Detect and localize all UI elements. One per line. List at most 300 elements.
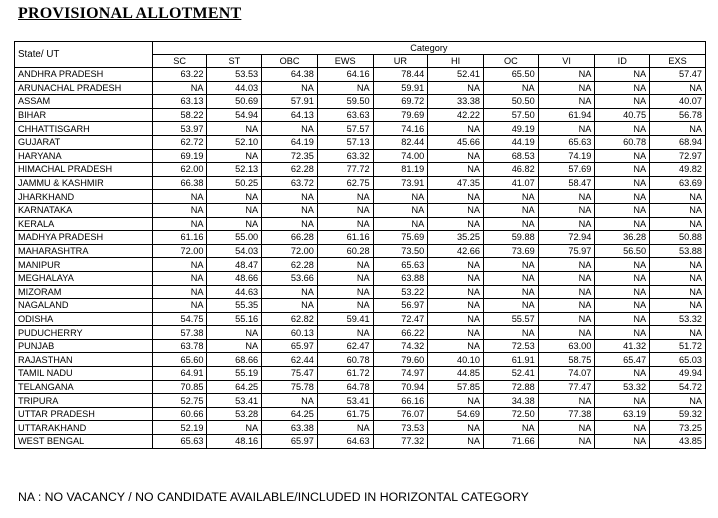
value-cell: NA [152, 258, 207, 272]
value-cell: 60.13 [262, 326, 318, 340]
value-cell: NA [207, 339, 262, 353]
value-cell: 63.72 [262, 176, 318, 190]
state-ut-header: State/ UT [15, 42, 153, 68]
state-cell: HARYANA [15, 149, 153, 163]
value-cell: NA [428, 271, 484, 285]
value-cell: NA [483, 299, 538, 313]
value-cell: NA [595, 176, 650, 190]
value-cell: 52.41 [428, 68, 484, 82]
value-cell: NA [428, 299, 484, 313]
value-cell: 55.19 [207, 367, 262, 381]
value-cell: 66.22 [373, 326, 428, 340]
value-cell: 68.53 [483, 149, 538, 163]
value-cell: 74.00 [373, 149, 428, 163]
value-cell: 50.50 [483, 95, 538, 109]
state-cell: UTTAR PRADESH [15, 407, 153, 421]
value-cell: 65.60 [152, 353, 207, 367]
value-cell: NA [538, 258, 595, 272]
allotment-table [14, 41, 706, 449]
value-cell: 64.25 [262, 407, 318, 421]
value-cell: 54.69 [428, 407, 484, 421]
value-cell: NA [595, 81, 650, 95]
value-cell: 63.22 [152, 68, 207, 82]
value-cell: NA [428, 421, 484, 435]
value-cell: 62.75 [317, 176, 373, 190]
value-cell: NA [538, 285, 595, 299]
value-cell: NA [650, 217, 706, 231]
value-cell: 64.19 [262, 135, 318, 149]
value-cell: 57.57 [317, 122, 373, 136]
value-cell: NA [483, 258, 538, 272]
value-cell: NA [595, 421, 650, 435]
value-cell: NA [262, 217, 318, 231]
value-cell: NA [373, 217, 428, 231]
value-cell: 53.32 [650, 312, 706, 326]
state-cell: ASSAM [15, 95, 153, 109]
value-cell: 50.69 [207, 95, 262, 109]
state-cell: CHHATTISGARH [15, 122, 153, 136]
value-cell: 63.88 [373, 271, 428, 285]
value-cell: 48.16 [207, 435, 262, 449]
value-cell: 63.32 [317, 149, 373, 163]
value-cell: NA [650, 299, 706, 313]
value-cell: NA [317, 326, 373, 340]
value-cell: NA [428, 339, 484, 353]
value-cell: 59.91 [373, 81, 428, 95]
value-cell: NA [207, 149, 262, 163]
value-cell: 44.63 [207, 285, 262, 299]
value-cell: 54.75 [152, 312, 207, 326]
value-cell: NA [595, 190, 650, 204]
value-cell: 75.97 [538, 244, 595, 258]
value-cell: 49.82 [650, 163, 706, 177]
value-cell: 50.25 [207, 176, 262, 190]
value-cell: 48.66 [207, 271, 262, 285]
value-cell: NA [152, 299, 207, 313]
value-cell: NA [538, 68, 595, 82]
table-row [15, 380, 706, 394]
value-cell: 70.85 [152, 380, 207, 394]
value-cell: 34.38 [483, 394, 538, 408]
value-cell: NA [538, 394, 595, 408]
value-cell: 53.22 [373, 285, 428, 299]
value-cell: 64.91 [152, 367, 207, 381]
value-cell: 81.19 [373, 163, 428, 177]
value-cell: NA [650, 122, 706, 136]
value-cell: NA [317, 285, 373, 299]
value-cell: 64.25 [207, 380, 262, 394]
value-cell: 53.32 [595, 380, 650, 394]
category-header: Category [152, 42, 705, 55]
value-cell: NA [595, 217, 650, 231]
table-row [15, 244, 706, 258]
value-cell: NA [595, 68, 650, 82]
value-cell: NA [262, 190, 318, 204]
value-cell: 59.41 [317, 312, 373, 326]
value-cell: NA [428, 217, 484, 231]
value-cell: 74.16 [373, 122, 428, 136]
value-cell: 45.66 [428, 135, 484, 149]
column-header: OC [483, 55, 538, 68]
value-cell: 50.88 [650, 231, 706, 245]
value-cell: NA [207, 190, 262, 204]
value-cell: 72.00 [152, 244, 207, 258]
value-cell: 58.22 [152, 108, 207, 122]
value-cell: 40.07 [650, 95, 706, 109]
value-cell: NA [317, 299, 373, 313]
value-cell: 75.47 [262, 367, 318, 381]
table-row [15, 394, 706, 408]
value-cell: 72.88 [483, 380, 538, 394]
state-cell: MIZORAM [15, 285, 153, 299]
value-cell: 68.66 [207, 353, 262, 367]
value-cell: 44.85 [428, 367, 484, 381]
value-cell: NA [595, 163, 650, 177]
state-cell: MANIPUR [15, 258, 153, 272]
table-row [15, 299, 706, 313]
value-cell: NA [595, 312, 650, 326]
table-row [15, 95, 706, 109]
value-cell: NA [428, 312, 484, 326]
value-cell: NA [650, 326, 706, 340]
table-row [15, 339, 706, 353]
value-cell: NA [483, 190, 538, 204]
value-cell: 53.28 [207, 407, 262, 421]
value-cell: 72.35 [262, 149, 318, 163]
value-cell: 72.00 [262, 244, 318, 258]
value-cell: 65.63 [152, 435, 207, 449]
value-cell: 48.47 [207, 258, 262, 272]
value-cell: NA [538, 271, 595, 285]
value-cell: 61.16 [317, 231, 373, 245]
value-cell: 57.91 [262, 95, 318, 109]
state-cell: RAJASTHAN [15, 353, 153, 367]
value-cell: NA [595, 258, 650, 272]
value-cell: NA [428, 122, 484, 136]
value-cell: 52.41 [483, 367, 538, 381]
value-cell: NA [428, 163, 484, 177]
value-cell: 63.13 [152, 95, 207, 109]
state-cell: PUDUCHERRY [15, 326, 153, 340]
value-cell: 60.78 [317, 353, 373, 367]
state-cell: ARUNACHAL PRADESH [15, 81, 153, 95]
value-cell: 62.28 [262, 163, 318, 177]
value-cell: 49.19 [483, 122, 538, 136]
state-cell: WEST BENGAL [15, 435, 153, 449]
value-cell: 73.69 [483, 244, 538, 258]
value-cell: 73.53 [373, 421, 428, 435]
value-cell: 42.66 [428, 244, 484, 258]
value-cell: NA [262, 285, 318, 299]
value-cell: 61.72 [317, 367, 373, 381]
value-cell: 62.82 [262, 312, 318, 326]
value-cell: NA [317, 190, 373, 204]
value-cell: 65.97 [262, 435, 318, 449]
state-cell: MADHYA PRADESH [15, 231, 153, 245]
footnote: NA : NO VACANCY / NO CANDIDATE AVAILABLE/INCLUDED IN HORIZONTAL CATEGORY [18, 490, 529, 504]
value-cell: 73.25 [650, 421, 706, 435]
value-cell: 59.50 [317, 95, 373, 109]
value-cell: 63.19 [595, 407, 650, 421]
value-cell: 64.63 [317, 435, 373, 449]
value-cell: 40.10 [428, 353, 484, 367]
value-cell: 41.32 [595, 339, 650, 353]
column-header: SC [152, 55, 207, 68]
value-cell: 52.13 [207, 163, 262, 177]
value-cell: NA [428, 435, 484, 449]
value-cell: NA [483, 81, 538, 95]
table-row [15, 203, 706, 217]
value-cell: NA [428, 326, 484, 340]
table-row [15, 108, 706, 122]
value-cell: 55.16 [207, 312, 262, 326]
value-cell: 75.78 [262, 380, 318, 394]
value-cell: 61.16 [152, 231, 207, 245]
table-row [15, 271, 706, 285]
value-cell: NA [317, 203, 373, 217]
value-cell: 74.97 [373, 367, 428, 381]
value-cell: 36.28 [595, 231, 650, 245]
value-cell: 63.00 [538, 339, 595, 353]
value-cell: NA [483, 271, 538, 285]
value-cell: NA [538, 217, 595, 231]
state-cell: JAMMU & KASHMIR [15, 176, 153, 190]
table-row [15, 435, 706, 449]
value-cell: NA [650, 394, 706, 408]
value-cell: NA [317, 81, 373, 95]
value-cell: NA [538, 81, 595, 95]
table-row [15, 122, 706, 136]
value-cell: 65.63 [538, 135, 595, 149]
value-cell: 63.38 [262, 421, 318, 435]
value-cell: 56.97 [373, 299, 428, 313]
value-cell: 58.75 [538, 353, 595, 367]
value-cell: NA [538, 435, 595, 449]
value-cell: NA [428, 203, 484, 217]
value-cell: 60.28 [317, 244, 373, 258]
value-cell: NA [595, 122, 650, 136]
value-cell: NA [428, 149, 484, 163]
value-cell: 53.53 [207, 68, 262, 82]
table-row [15, 163, 706, 177]
table-row [15, 217, 706, 231]
value-cell: 79.69 [373, 108, 428, 122]
value-cell: 70.94 [373, 380, 428, 394]
value-cell: NA [595, 326, 650, 340]
state-cell: UTTARAKHAND [15, 421, 153, 435]
page-title: PROVISIONAL ALLOTMENT [18, 5, 242, 22]
value-cell: NA [595, 394, 650, 408]
value-cell: 59.32 [650, 407, 706, 421]
value-cell: 47.35 [428, 176, 484, 190]
value-cell: 74.07 [538, 367, 595, 381]
value-cell: NA [650, 81, 706, 95]
value-cell: NA [317, 421, 373, 435]
value-cell: NA [373, 203, 428, 217]
table-row [15, 68, 706, 82]
value-cell: 41.07 [483, 176, 538, 190]
value-cell: NA [317, 258, 373, 272]
value-cell: 68.94 [650, 135, 706, 149]
value-cell: 53.66 [262, 271, 318, 285]
value-cell: 72.47 [373, 312, 428, 326]
value-cell: NA [262, 203, 318, 217]
value-cell: 52.19 [152, 421, 207, 435]
value-cell: NA [595, 203, 650, 217]
value-cell: 57.50 [483, 108, 538, 122]
value-cell: 74.32 [373, 339, 428, 353]
value-cell: 57.47 [650, 68, 706, 82]
table-row [15, 326, 706, 340]
value-cell: NA [152, 217, 207, 231]
value-cell: 75.69 [373, 231, 428, 245]
value-cell: 53.88 [650, 244, 706, 258]
value-cell: 74.19 [538, 149, 595, 163]
value-cell: NA [428, 190, 484, 204]
state-cell: MAHARASHTRA [15, 244, 153, 258]
value-cell: NA [650, 190, 706, 204]
value-cell: NA [152, 271, 207, 285]
value-cell: NA [207, 122, 262, 136]
value-cell: 65.50 [483, 68, 538, 82]
value-cell: 73.91 [373, 176, 428, 190]
value-cell: 69.72 [373, 95, 428, 109]
value-cell: NA [483, 421, 538, 435]
value-cell: NA [538, 95, 595, 109]
value-cell: 49.94 [650, 367, 706, 381]
value-cell: 40.75 [595, 108, 650, 122]
value-cell: 46.82 [483, 163, 538, 177]
value-cell: 44.19 [483, 135, 538, 149]
column-header: EWS [317, 55, 373, 68]
value-cell: 79.60 [373, 353, 428, 367]
value-cell: 72.94 [538, 231, 595, 245]
table-row [15, 421, 706, 435]
state-cell: KARNATAKA [15, 203, 153, 217]
value-cell: NA [595, 271, 650, 285]
value-cell: 72.50 [483, 407, 538, 421]
value-cell: 64.78 [317, 380, 373, 394]
value-cell: NA [262, 122, 318, 136]
value-cell: 33.38 [428, 95, 484, 109]
value-cell: NA [595, 285, 650, 299]
value-cell: 53.41 [317, 394, 373, 408]
value-cell: NA [538, 203, 595, 217]
value-cell: 57.85 [428, 380, 484, 394]
table-row [15, 149, 706, 163]
value-cell: 76.07 [373, 407, 428, 421]
value-cell: 72.97 [650, 149, 706, 163]
value-cell: 62.00 [152, 163, 207, 177]
value-cell: NA [317, 217, 373, 231]
table-body [15, 68, 706, 449]
value-cell: 64.38 [262, 68, 318, 82]
value-cell: 60.66 [152, 407, 207, 421]
state-cell: JHARKHAND [15, 190, 153, 204]
value-cell: NA [152, 190, 207, 204]
value-cell: 69.19 [152, 149, 207, 163]
value-cell: NA [538, 122, 595, 136]
value-cell: 58.47 [538, 176, 595, 190]
value-cell: NA [538, 190, 595, 204]
value-cell: 43.85 [650, 435, 706, 449]
value-cell: 55.00 [207, 231, 262, 245]
column-header: ST [207, 55, 262, 68]
column-header: EXS [650, 55, 706, 68]
value-cell: 66.38 [152, 176, 207, 190]
value-cell: NA [152, 285, 207, 299]
state-cell: GUJARAT [15, 135, 153, 149]
value-cell: 78.44 [373, 68, 428, 82]
value-cell: NA [538, 421, 595, 435]
value-cell: 52.75 [152, 394, 207, 408]
value-cell: NA [650, 271, 706, 285]
state-cell: TRIPURA [15, 394, 153, 408]
value-cell: NA [262, 81, 318, 95]
value-cell: NA [207, 326, 262, 340]
value-cell: NA [317, 271, 373, 285]
value-cell: 66.28 [262, 231, 318, 245]
table-row [15, 312, 706, 326]
value-cell: 61.94 [538, 108, 595, 122]
value-cell: 35.25 [428, 231, 484, 245]
state-cell: ANDHRA PRADESH [15, 68, 153, 82]
value-cell: 62.44 [262, 353, 318, 367]
value-cell: 53.41 [207, 394, 262, 408]
value-cell: 55.35 [207, 299, 262, 313]
value-cell: 44.03 [207, 81, 262, 95]
column-header: HI [428, 55, 484, 68]
value-cell: 61.91 [483, 353, 538, 367]
state-cell: PUNJAB [15, 339, 153, 353]
table-row [15, 231, 706, 245]
value-cell: NA [595, 149, 650, 163]
value-cell: 59.88 [483, 231, 538, 245]
state-cell: NAGALAND [15, 299, 153, 313]
value-cell: 64.13 [262, 108, 318, 122]
value-cell: NA [650, 258, 706, 272]
value-cell: NA [262, 394, 318, 408]
value-cell: NA [595, 95, 650, 109]
column-header: ID [595, 55, 650, 68]
value-cell: 63.69 [650, 176, 706, 190]
table-row [15, 353, 706, 367]
value-cell: NA [538, 299, 595, 313]
table-row [15, 367, 706, 381]
table-row [15, 190, 706, 204]
value-cell: 61.75 [317, 407, 373, 421]
state-cell: HIMACHAL PRADESH [15, 163, 153, 177]
value-cell: 66.16 [373, 394, 428, 408]
value-cell: NA [595, 299, 650, 313]
value-cell: 77.32 [373, 435, 428, 449]
value-cell: 77.38 [538, 407, 595, 421]
value-cell: NA [428, 285, 484, 299]
value-cell: 52.10 [207, 135, 262, 149]
table-row [15, 407, 706, 421]
value-cell: NA [152, 81, 207, 95]
value-cell: NA [538, 326, 595, 340]
value-cell: NA [207, 203, 262, 217]
value-cell: 53.97 [152, 122, 207, 136]
value-cell: NA [595, 435, 650, 449]
value-cell: NA [538, 312, 595, 326]
value-cell: 54.94 [207, 108, 262, 122]
value-cell: 57.69 [538, 163, 595, 177]
state-cell: KERALA [15, 217, 153, 231]
value-cell: NA [595, 367, 650, 381]
state-cell: TELANGANA [15, 380, 153, 394]
